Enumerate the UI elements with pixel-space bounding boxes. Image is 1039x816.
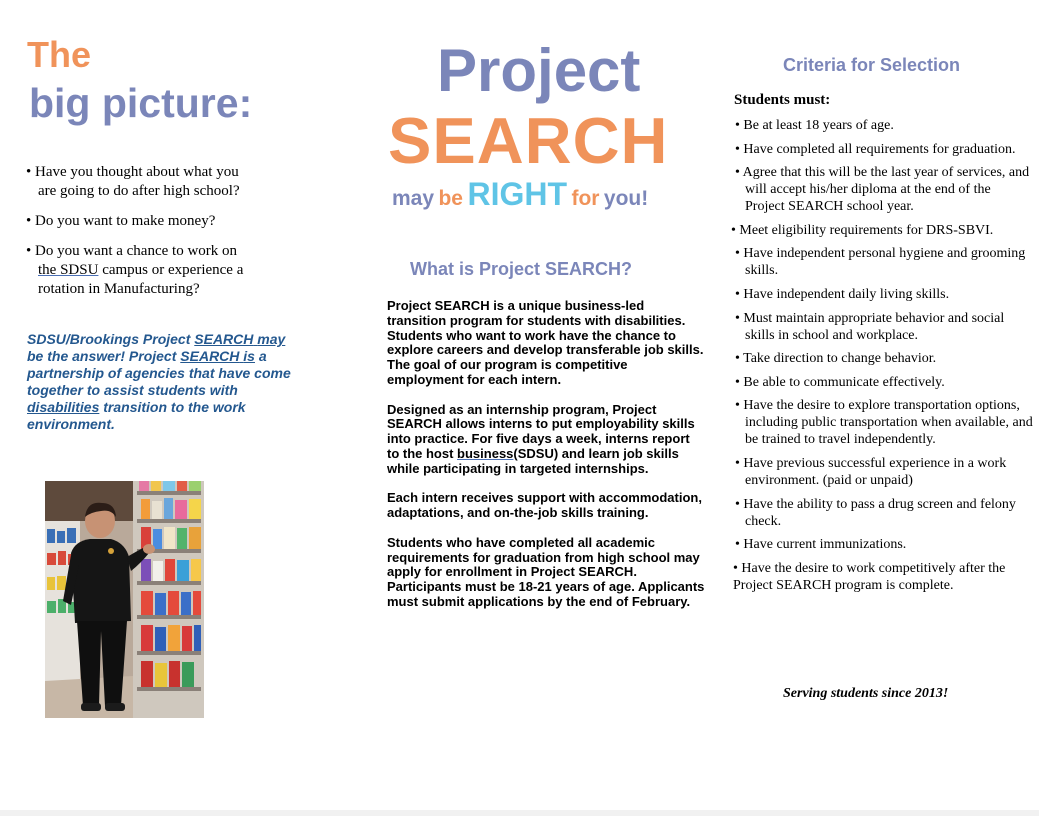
- criteria-item: • Agree that this will be the last year of services, and will accept his/her diploma at the end of the Project SEARCH school year.: [735, 165, 1030, 215]
- criteria-item: • Have the desire to work competitively after the Project SEARCH program is complete.: [733, 560, 1006, 593]
- program-description: [387, 299, 705, 625]
- criteria-item: • Have previous successful experience in a work environment. (paid or unpaid): [735, 455, 1007, 488]
- question-item: • Have you thought about what you are going to do after high school?: [26, 164, 240, 199]
- criteria-item: • Take direction to change behavior.: [735, 351, 937, 367]
- criteria-item: • Have completed all requirements for graduation.: [735, 141, 1016, 157]
- criteria-item: • Be able to communicate effectively.: [735, 374, 945, 390]
- description-paragraph: Each intern receives support with accommodation, adaptations, and on-the-job skills training.: [387, 490, 702, 521]
- description-paragraph: Project SEARCH is a unique business-led transition program for students with disabilities. Students who want to work have the chance to explore careers and develop transferable job skills. The goal of our program is competitive employment for each intern.: [387, 298, 704, 387]
- big-picture-heading: big picture:: [29, 80, 253, 126]
- criteria-item: • Have independent daily living skills.: [735, 286, 950, 302]
- description-paragraph: Designed as an internship program, Project SEARCH allows interns to put employability skills into practice. For five days a week, interns report to the host business(SDSU) and learn job skills while participating in targeted internships.: [387, 401, 695, 476]
- tagline: may be RIGHT for you!: [392, 176, 649, 212]
- criteria-item: • Must maintain appropriate behavior and social skills in school and workplace.: [735, 310, 1005, 343]
- big-picture-questions: [26, 163, 326, 310]
- criteria-list: [733, 117, 1033, 600]
- description-paragraph: Students who have completed all academic requirements for graduation from high school may apply for enrollment in Project SEARCH. Participants must be 18-21 years of age. Applicants must submit applications by the end of February.: [387, 534, 705, 609]
- criteria-item: • Have the ability to pass a drug screen and felony check.: [735, 496, 1016, 529]
- students-must-label: Students must:: [734, 92, 831, 108]
- what-is-heading: What is Project SEARCH?: [410, 259, 633, 279]
- page-bottom-edge: [0, 810, 1039, 816]
- criteria-heading: Criteria for Selection: [783, 55, 961, 75]
- big-picture-heading-the: The: [27, 34, 92, 75]
- question-item: • Do you want a chance to work on the SDSU campus or experience a rotation in Manufacturing?: [26, 243, 244, 297]
- criteria-item: • Have current immunizations.: [735, 537, 907, 553]
- question-item: • Do you want to make money?: [26, 213, 216, 229]
- criteria-item: • Be at least 18 years of age.: [735, 118, 894, 133]
- serving-since-note: Serving students since 2013!: [783, 686, 949, 701]
- partnership-statement: SDSU/Brookings Project SEARCH may be the answer! Project SEARCH is a partnership of agencies that have come together to assist students with disabilities transition to the work environment.: [27, 331, 291, 432]
- criteria-item: • Have independent personal hygiene and grooming skills.: [735, 246, 1026, 279]
- intern-stocking-shelves-photo: [45, 481, 204, 718]
- title-project: Project: [437, 37, 641, 104]
- criteria-item: • Have the desire to explore transportation options, including public transportation when available, and be trained to travel independently.: [735, 398, 1033, 448]
- criteria-item: • Meet eligibility requirements for DRS-SBVI.: [731, 222, 994, 238]
- title-search: SEARCH: [388, 104, 669, 177]
